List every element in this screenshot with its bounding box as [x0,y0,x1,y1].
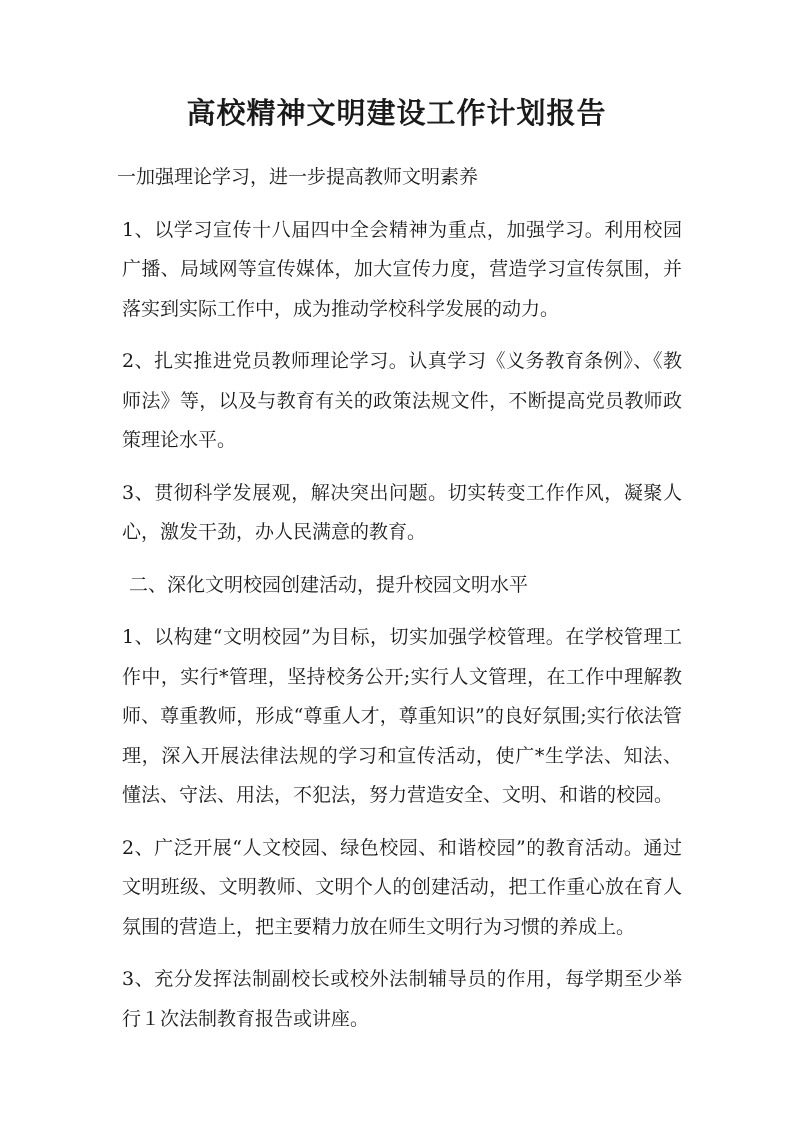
paragraph-2-1: 1、以构建“文明校园”为目标，切实加强学校管理。在学校管理工作中，实行*管理，坚持校务公开;实行人文管理，在工作中理解教师、尊重教师，形成“尊重人才，尊重知识”的良好氛围;实行依法管理，深入开展法律法规的学习和宣传活动，使广*生学法、知法、懂法、守法、用法，不犯法，努力营造安全、文明、和谐的校园。 [122,626,682,806]
paragraph-1-2: 2、扎实推进党员教师理论学习。认真学习《义务教育条例》、《教师法》等，以及与教育有关的政策法规文件，不断提高党员教师政策理论水平。 [122,350,682,451]
document-body [117,158,682,1052]
paragraph-2-3: 3、充分发挥法制副校长或校外法制辅导员的作用，每学期至少举行１次法制教育报告或讲座。 [122,968,682,1030]
section-heading-2: 二、深化文明校园创建活动，提升校园文明水平 [129,573,529,596]
document-title: 高校精神文明建设工作计划报告 [186,96,607,130]
paragraph-2-2: 2、广泛开展“人文校园、绿色校园、和谐校园”的教育活动。通过文明班级、文明教师、文明个人的创建活动，把工作重心放在育人氛围的营造上，把主要精力放在师生文明行为习惯的养成上。 [122,836,682,938]
paragraph-1-1: 1、以学习宣传十八届四中全会精神为重点，加强学习。利用校园广播、局域网等宣传媒体，加大宣传力度，营造学习宣传氛围，并落实到实际工作中，成为推动学校科学发展的动力。 [122,218,682,320]
section-heading-1: 一加强理论学习，进一步提高教师文明素养 [117,166,479,188]
paragraph-1-3: 3、贯彻科学发展观，解决突出问题。切实转变工作作风，凝聚人心，激发干劲，办人民满意的教育。 [122,481,682,543]
